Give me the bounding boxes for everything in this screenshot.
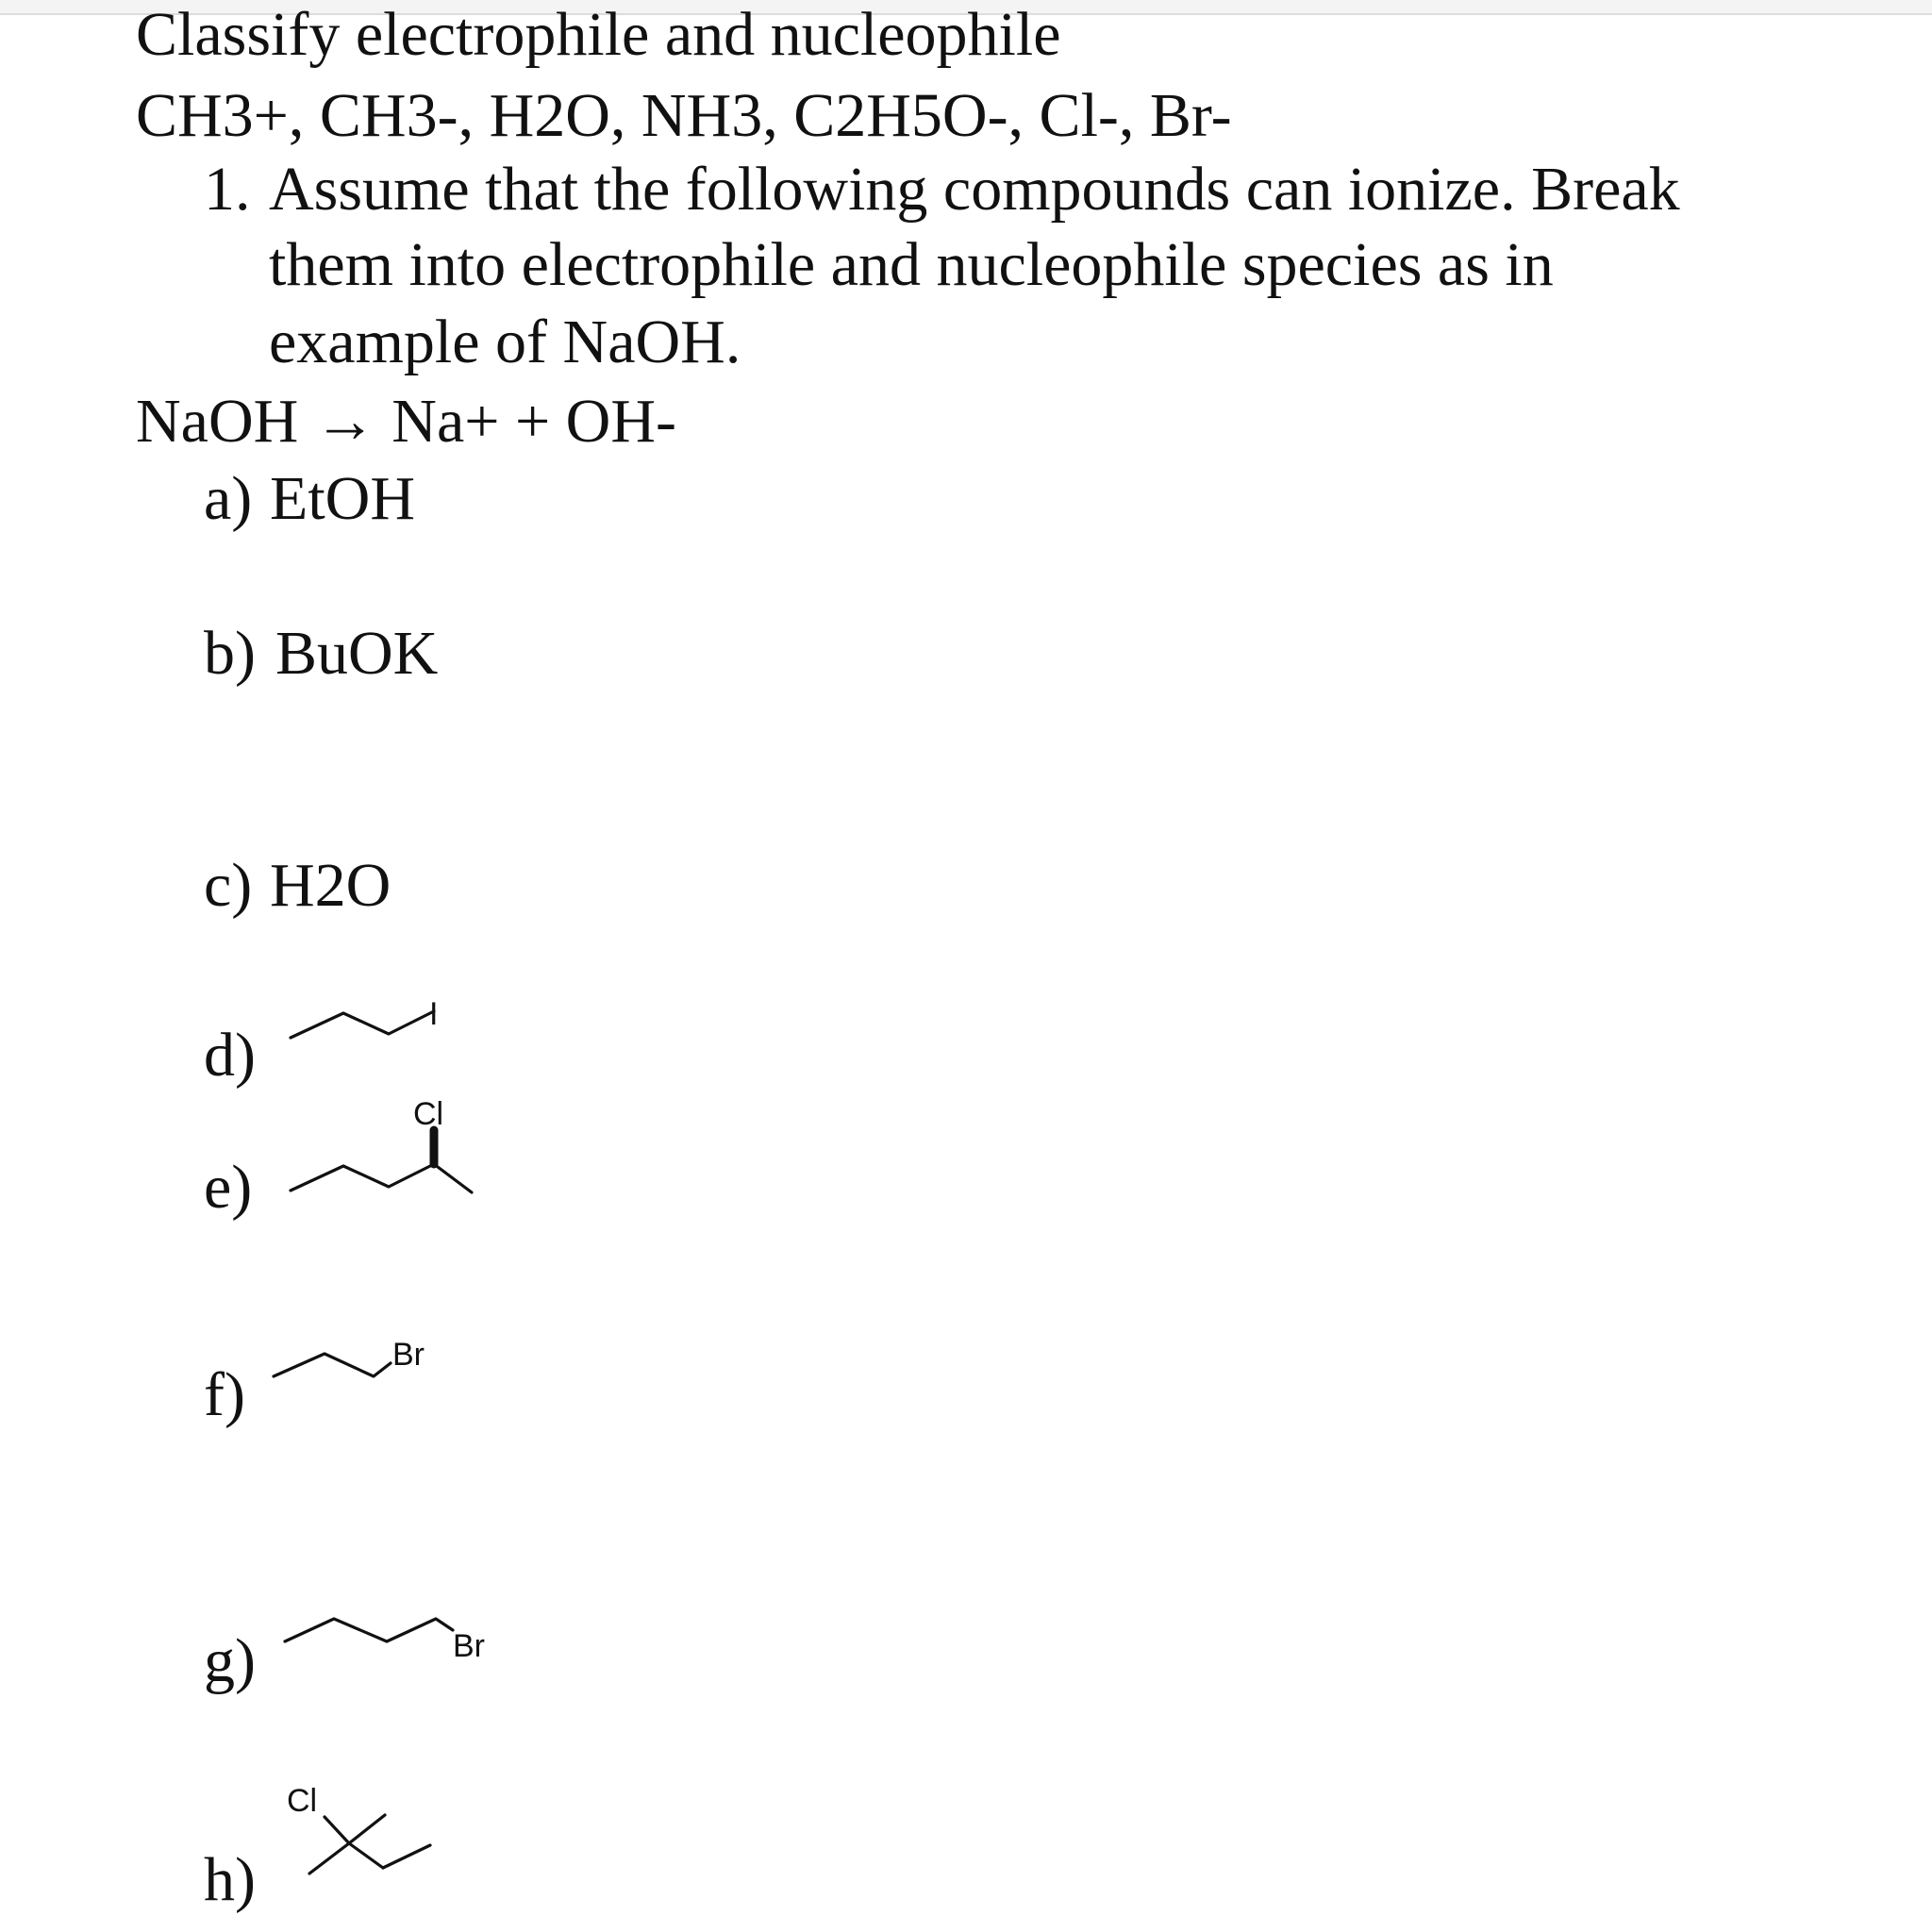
question-line-3: example of NaOH. [269,308,741,376]
item-label-a: a) [204,464,253,533]
structure-g-atom: Br [453,1628,485,1664]
species-list: CH3+, CH3-, H2O, NH3, C2H5O-, Cl-, Br- [136,81,1232,150]
item-label-d: d) [204,1021,256,1090]
structure-e-chain [291,1164,472,1192]
structure-e [274,1085,500,1208]
item-label-f: f) [204,1360,245,1429]
structure-d-atom: I [429,996,439,1032]
structure-h-bond-2 [349,1815,385,1843]
structure-d [274,991,462,1075]
structure-f [270,1325,458,1401]
question-number: 1. [204,155,251,224]
structure-h-atom: Cl [287,1783,318,1819]
structure-h-bond-5 [383,1845,430,1868]
structure-g-chain [285,1619,453,1641]
structure-d-chain [291,1011,434,1038]
example-equation: NaOH → Na+ + OH- [136,387,676,456]
item-label-b: b) [204,619,256,688]
item-label-c: c) [204,851,253,920]
item-text-a: EtOH [270,464,415,533]
item-text-b: BuOK [275,619,439,688]
structure-e-atom: Cl [413,1096,444,1132]
page-title: Classify electrophile and nucleophile [136,0,1061,69]
structure-f-chain [274,1354,391,1376]
structure-h [283,1774,472,1896]
structure-f-atom: Br [392,1337,425,1373]
question-line-2: them into electrophile and nucleophile species as in [269,230,1554,299]
question-line-1: Assume that the following compounds can ionize. Break [269,155,1680,224]
item-label-e: e) [204,1153,253,1222]
item-label-g: g) [204,1626,256,1695]
structure-g [279,1594,506,1679]
item-text-c: H2O [270,851,391,920]
structure-h-bond-1 [325,1817,349,1843]
structure-h-bond-4 [349,1843,383,1868]
structure-h-bond-3 [309,1843,349,1874]
item-label-h: h) [204,1845,256,1914]
